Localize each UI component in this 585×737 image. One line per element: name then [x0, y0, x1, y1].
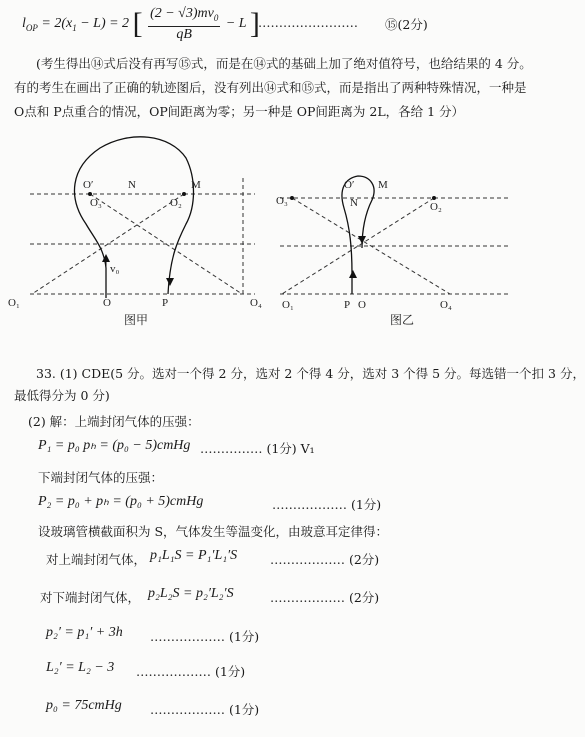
label-n: N: [350, 197, 358, 209]
label-o-prime: O′: [83, 179, 94, 191]
label-v0: v₀: [110, 263, 120, 275]
note-line-1: (考生得出⑭式后没有再写⑮式，而是在⑭式的基础上加了绝对值符号，也给结果的 4 分。: [36, 56, 532, 71]
label-o3: O₃: [90, 197, 102, 209]
label-o: O: [358, 299, 366, 311]
eq-2-dots: ……………… (1分): [272, 497, 382, 512]
eq-4-dots: ……………… (2分): [270, 590, 380, 605]
formula-dots: ……………………: [258, 15, 358, 30]
eq-6-dots: ……………… (1分): [136, 664, 246, 679]
frac-num: (2 − √3)mv: [150, 6, 214, 21]
eq-3-dots: ……………… (2分): [270, 552, 380, 567]
caption-yi: 图乙: [390, 313, 415, 327]
eq-7-dots: ……………… (1分): [150, 702, 260, 717]
lhs-sub: OP: [25, 22, 38, 33]
formula-tag: ⑮(2分): [385, 17, 428, 32]
eq-2: P₂ = p₀ + pₕ = (p₀ + 5)cmHg: [38, 494, 204, 509]
mid2: − L) = 2: [76, 16, 130, 32]
figure-jia: [8, 137, 262, 327]
label-o3: O₃: [276, 195, 288, 207]
label-o4: O₄: [440, 299, 452, 311]
q33-line-7: 对下端封闭气体，: [40, 590, 141, 605]
point-o2: [182, 192, 186, 196]
label-n: N: [128, 179, 136, 191]
q33-line-2: 最低得分为 0 分): [14, 388, 110, 403]
eq-5-dots: ……………… (1分): [150, 629, 260, 644]
label-o1: O₁: [8, 297, 20, 309]
q33-line-4: 下端封闭气体的压强：: [38, 470, 164, 485]
note-line-2: 有的考生在画出了正确的轨迹图后，没有列出⑭式和⑮式，而是指出了两种特殊情况，一种是: [14, 80, 527, 95]
figure-yi: [276, 176, 510, 327]
mid-sub: 1: [72, 22, 77, 33]
label-o2: O₂: [170, 197, 182, 209]
tail: − L: [225, 16, 247, 32]
caption-jia: 图甲: [124, 313, 149, 327]
label-p: P: [162, 297, 169, 309]
label-o-prime: O′: [344, 179, 355, 191]
label-m: M: [191, 179, 201, 191]
label-p: P: [344, 299, 351, 311]
trajectory: [342, 176, 374, 294]
q33-line-6: 对上端封闭气体，: [46, 552, 147, 567]
arrow-head: [166, 278, 174, 286]
q33-line-1: 33. (1) CDE(5 分。选对一个得 2 分，选对 2 个得 4 分，选对 3 个得 5 分。每选错一个扣 3 分，: [36, 366, 585, 381]
eq-6: L₂′ = L₂ − 3: [46, 660, 115, 675]
eq-1-dots: …………… (1分) V₁: [200, 441, 315, 456]
q33-line-5: 设玻璃管横截面积为 S，气体发生等温变化，由玻意耳定律得：: [38, 524, 389, 539]
trajectory: [74, 137, 193, 298]
eq-7: p₀ = 75cmHg: [46, 698, 122, 713]
lhs: l: [22, 16, 26, 32]
frac-den: qB: [176, 26, 192, 42]
q33-line-3: (2) 解：上端封闭气体的压强：: [28, 414, 200, 429]
formula-lop: [22, 6, 260, 42]
figures: [0, 128, 530, 333]
point-o2: [432, 196, 436, 200]
fraction: [148, 6, 220, 42]
label-o: O: [103, 297, 111, 309]
note-line-3: O点和 P点重合的情况，OP间距离为零；另一种是 OP间距离为 2L，各给 1 分）: [14, 104, 465, 119]
eq-4: p₂L₂S = p₂′L₂′S: [148, 586, 234, 601]
eq-1: P₁ = p₀ pₕ = (p₀ − 5)cmHg: [38, 438, 191, 453]
eq-5: p₂′ = p₁′ + 3h: [46, 625, 123, 640]
point-o3: [290, 196, 294, 200]
point-o3: [88, 192, 92, 196]
left-bracket: [: [132, 6, 143, 40]
mid: = 2(x: [41, 16, 73, 32]
label-o2: O₂: [430, 201, 442, 213]
right-bracket: ]: [249, 6, 260, 40]
arrow-head: [349, 270, 357, 278]
label-o1: O₁: [282, 299, 294, 311]
frac-num-sub: 0: [213, 12, 219, 23]
label-o4: O₄: [250, 297, 262, 309]
eq-3: p₁L₁S = P₁′L₁′S: [150, 548, 238, 563]
label-m: M: [378, 179, 388, 191]
